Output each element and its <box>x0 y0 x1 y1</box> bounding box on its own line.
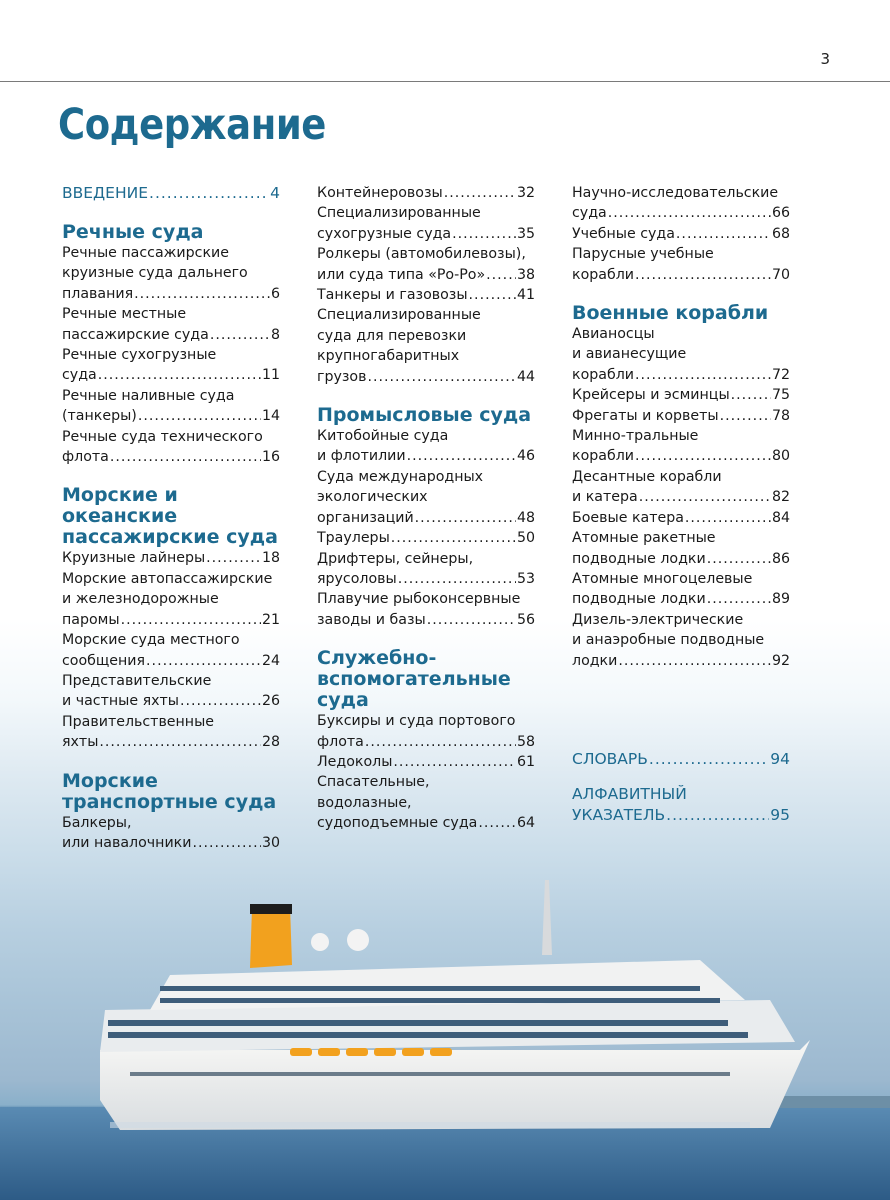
toc-page-number: 58 <box>516 733 535 750</box>
toc-leader-dots <box>415 508 516 528</box>
toc-entry-title: флота <box>62 449 109 466</box>
toc-entry-last-line <box>317 285 535 305</box>
toc-leader-dots <box>427 610 516 630</box>
toc-entry <box>62 386 280 427</box>
toc-entry-last-line <box>572 446 790 466</box>
toc-page-number: 86 <box>771 550 790 567</box>
toc-page-number: 46 <box>516 448 535 465</box>
toc-entry-last-line <box>317 610 535 630</box>
toc-entry <box>317 528 535 548</box>
toc-leader-dots <box>707 589 771 609</box>
toc-leader-dots <box>367 367 515 387</box>
toc-entry-line: и авианесущие <box>572 346 687 363</box>
toc-leader-dots <box>407 446 516 466</box>
toc-page-number: 92 <box>771 652 790 669</box>
toc-leader-dots <box>685 508 771 528</box>
toc-section-heading <box>62 222 280 243</box>
toc-leader-dots <box>444 183 516 203</box>
toc-entry-line: Морские суда местного <box>62 632 240 649</box>
toc-entry-title: организаций <box>317 509 414 526</box>
toc-leader-dots <box>146 651 261 671</box>
ship-window-band-1 <box>108 1020 728 1026</box>
toc-entry-last-line <box>572 365 790 385</box>
ship-wake <box>110 1122 750 1128</box>
toc-leader-dots <box>478 813 516 833</box>
toc-entry <box>317 203 535 244</box>
ship-hull <box>100 1040 810 1130</box>
toc-leader-dots <box>391 528 516 548</box>
toc-entry-line: Минно-тральные <box>572 428 699 445</box>
toc-section-heading-line: Промысловые суда <box>317 404 532 427</box>
toc-leader-dots <box>649 749 769 770</box>
toc-entry <box>62 183 280 204</box>
toc-entry-line: Суда международных <box>317 468 484 485</box>
toc-entry-title: Крейсеры и эсминцы <box>572 387 730 404</box>
toc-entry <box>572 569 790 610</box>
toc-entry <box>62 712 280 753</box>
toc-section-heading <box>62 771 280 813</box>
toc-page-number: 56 <box>516 611 535 628</box>
toc-page-number: 18 <box>261 550 280 567</box>
toc-entry-last-line <box>572 805 790 826</box>
toc-entry <box>317 752 535 772</box>
ship-window-band-3 <box>160 986 700 991</box>
toc-entry <box>572 784 790 826</box>
toc-page-number: 24 <box>261 652 280 669</box>
toc-entry-line: Ролкеры (автомобилевозы), <box>317 246 526 263</box>
toc-page-number: 94 <box>770 749 790 768</box>
toc-section-heading <box>572 303 790 324</box>
toc-entry-last-line <box>572 203 790 223</box>
toc-entry-line: Специализированные <box>317 307 481 324</box>
toc-spacer <box>572 770 790 784</box>
toc-spacer <box>62 204 280 222</box>
toc-entry-line: Балкеры, <box>62 814 132 831</box>
toc-entry <box>62 671 280 712</box>
toc-entry-title: суда <box>62 367 97 384</box>
toc-leader-dots <box>676 224 771 244</box>
toc-entry-last-line <box>572 385 790 405</box>
toc-entry-last-line <box>62 325 280 345</box>
toc-entry <box>572 467 790 508</box>
toc-page-number: 16 <box>261 449 280 466</box>
toc-spacer <box>572 285 790 303</box>
toc-section-heading-line: вспомогательные <box>317 668 511 691</box>
toc-leader-dots <box>666 805 769 826</box>
toc-entry-line: Научно-исследовательские <box>572 185 779 201</box>
radar-dome-2 <box>347 929 369 951</box>
toc-entry-last-line <box>572 749 790 770</box>
toc-entry-title: флота <box>317 733 364 750</box>
toc-entry-last-line <box>317 813 535 833</box>
toc-page-number: 14 <box>261 408 280 425</box>
toc-leader-dots <box>99 732 261 752</box>
toc-page-number: 26 <box>261 693 280 710</box>
page-title: Содержание <box>58 100 326 150</box>
toc-entry-line: Речные сухогрузные <box>62 347 217 364</box>
toc-entry-title: и катера <box>572 489 638 506</box>
toc-entry <box>317 285 535 305</box>
toc-entry <box>572 406 790 426</box>
toc-leader-dots <box>180 691 261 711</box>
toc-section-heading-line: Морские и океанские <box>62 484 178 528</box>
toc-section-heading <box>62 485 280 548</box>
toc-leader-dots <box>639 487 771 507</box>
toc-leader-dots <box>618 651 771 671</box>
toc-entry-last-line <box>317 367 535 387</box>
toc-entry-title: суда <box>572 205 607 222</box>
toc-page-number: 64 <box>516 815 535 832</box>
toc-entry-line: суда для перевозки <box>317 327 467 344</box>
toc-entry-last-line <box>62 284 280 304</box>
toc-entry-last-line <box>62 548 280 568</box>
toc-page-number: 50 <box>516 530 535 547</box>
toc-entry <box>317 183 535 203</box>
toc-page-number: 80 <box>771 448 790 465</box>
toc-entry-line: Морские автопассажирские <box>62 570 273 587</box>
toc-entry-title: сообщения <box>62 652 146 669</box>
toc-page-number: 78 <box>771 407 790 424</box>
toc-entry-last-line <box>317 224 535 244</box>
ship-funnel-top <box>250 904 292 914</box>
toc-entry-title: Контейнеровозы <box>317 185 443 201</box>
toc-page-number: 38 <box>516 266 535 283</box>
toc-entry <box>62 630 280 671</box>
toc-leader-dots <box>452 224 516 244</box>
toc-section-heading-line: Морские <box>62 769 158 792</box>
toc-entry <box>572 244 790 285</box>
toc-entry-title: Боевые катера <box>572 509 684 526</box>
toc-entry-last-line <box>317 508 535 528</box>
toc-entry-last-line <box>572 589 790 609</box>
toc-entry-title: плавания <box>62 285 134 302</box>
toc-entry <box>317 467 535 528</box>
toc-entry-last-line <box>62 365 280 385</box>
toc-entry <box>62 427 280 468</box>
toc-entry-last-line <box>317 528 535 548</box>
ship-hull-windows <box>130 1072 730 1076</box>
toc-entry <box>62 548 280 568</box>
toc-section-heading-line: транспортные суда <box>62 790 277 813</box>
toc-section-heading-line: Служебно- <box>317 647 437 670</box>
toc-spacer <box>317 387 535 405</box>
toc-entry-title: подводные лодки <box>572 591 706 608</box>
toc-page-number: 32 <box>516 185 535 201</box>
toc-leader-dots <box>608 203 771 223</box>
toc-section-heading-line: Речные суда <box>62 221 204 243</box>
toc-entry <box>572 324 790 385</box>
toc-entry-last-line <box>317 265 535 285</box>
toc-entry-title: пассажирские суда <box>62 326 209 343</box>
toc-entry-title: Танкеры и газовозы <box>317 287 468 304</box>
toc-page-number: 72 <box>771 366 790 383</box>
toc-entry-last-line <box>572 651 790 671</box>
toc-entry-line: круизные суда дальнего <box>62 265 248 282</box>
toc-entry-title: (танкеры) <box>62 408 137 425</box>
toc-page-number: 8 <box>270 326 280 343</box>
toc-entry-title: подводные лодки <box>572 550 706 567</box>
toc-entry <box>317 426 535 467</box>
toc-entry-last-line <box>62 651 280 671</box>
radar-dome-1 <box>311 933 329 951</box>
toc-page-number: 4 <box>270 184 280 202</box>
toc-section-heading <box>317 405 535 426</box>
toc-spacer <box>572 671 790 749</box>
toc-page-number: 6 <box>270 285 280 302</box>
toc-entry-last-line <box>62 833 280 853</box>
toc-entry-line: Атомные ракетные <box>572 530 716 547</box>
toc-entry-title: заводы и базы <box>317 611 426 628</box>
toc-page-number: 35 <box>516 225 535 242</box>
toc-page-number: 44 <box>516 368 535 385</box>
toc-leader-dots <box>134 284 270 304</box>
toc-entry-title: паромы <box>62 611 120 628</box>
toc-entry-line: Атомные многоцелевые <box>572 570 753 587</box>
toc-entry-line: и железнодорожные <box>62 591 219 608</box>
toc-page-number: 75 <box>771 387 790 404</box>
toc-entry-last-line <box>317 752 535 772</box>
toc-entry-line: Представительские <box>62 672 212 689</box>
toc-entry-line: Китобойные суда <box>317 428 449 445</box>
toc-page-number: 48 <box>516 509 535 526</box>
toc-entry-line: Авианосцы <box>572 326 655 343</box>
toc-page-number: 89 <box>771 591 790 608</box>
page-number: 3 <box>820 50 830 68</box>
toc-entry-line: Речные наливные суда <box>62 387 235 404</box>
toc-entry-title: ярусоловы <box>317 570 397 587</box>
toc-entry-title: корабли <box>572 266 634 283</box>
toc-entry-title: Учебные суда <box>572 225 675 242</box>
toc-entry <box>317 244 535 285</box>
toc-leader-dots <box>110 447 261 467</box>
ship-window-band-4 <box>160 998 720 1003</box>
toc-entry <box>62 345 280 386</box>
toc-entry <box>62 813 280 854</box>
toc-section-heading-line: пассажирские суда <box>62 526 278 549</box>
toc-entry-line: Дрифтеры, сейнеры, <box>317 550 474 567</box>
toc-entry-title: Фрегаты и корветы <box>572 407 719 424</box>
toc-leader-dots <box>365 732 516 752</box>
toc-entry-last-line <box>62 610 280 630</box>
toc-entry <box>572 528 790 569</box>
toc-entry <box>317 711 535 752</box>
toc-spacer <box>317 630 535 648</box>
toc-entry-title: лодки <box>572 652 618 669</box>
toc-leader-dots <box>398 569 516 589</box>
toc-entry-line: Буксиры и суда портового <box>317 713 516 730</box>
toc-entry-title: сухогрузные суда <box>317 225 452 242</box>
toc-leader-dots <box>192 833 260 853</box>
toc-leader-dots <box>635 446 771 466</box>
toc-entry-line: АЛФАВИТНЫЙ <box>572 784 687 803</box>
toc-entry-line: Речные суда технического <box>62 428 263 445</box>
toc-entry-last-line <box>572 508 790 528</box>
toc-leader-dots <box>635 265 771 285</box>
toc-entry-last-line <box>572 265 790 285</box>
toc-section-heading-line: Военные корабли <box>572 302 769 325</box>
cruise-ship-photo <box>0 860 890 1200</box>
toc-entry <box>317 305 535 387</box>
toc-entry <box>572 610 790 671</box>
toc-page-number: 84 <box>771 509 790 526</box>
toc-entry <box>62 569 280 630</box>
toc-leader-dots <box>707 549 771 569</box>
toc-spacer <box>62 467 280 485</box>
toc-entry-last-line <box>62 447 280 467</box>
toc-entry <box>572 426 790 467</box>
toc-page-number: 28 <box>261 734 280 751</box>
toc-entry <box>317 772 535 833</box>
toc-leader-dots <box>635 365 771 385</box>
toc-leader-dots <box>121 610 261 630</box>
toc-column-1 <box>62 183 280 853</box>
toc-entry-line: Плавучие рыбоконсервные <box>317 591 521 608</box>
toc-entry-last-line <box>572 406 790 426</box>
toc-page-number: 61 <box>516 753 535 770</box>
toc-entry-line: Речные местные <box>62 306 187 323</box>
ship-mast <box>542 880 552 955</box>
toc-page-number: 66 <box>771 205 790 222</box>
toc-entry-title: Круизные лайнеры <box>62 550 206 567</box>
toc-entry-last-line <box>572 224 790 244</box>
toc-leader-dots <box>210 325 270 345</box>
toc-leader-dots <box>720 406 771 426</box>
toc-entry <box>317 549 535 590</box>
toc-entry-last-line <box>317 569 535 589</box>
toc-entry-line: Спасательные, <box>317 774 430 791</box>
toc-entry <box>62 243 280 304</box>
toc-entry-last-line <box>62 183 280 204</box>
ship-window-band-2 <box>108 1032 748 1038</box>
toc-entry <box>572 749 790 770</box>
toc-leader-dots <box>149 183 269 204</box>
toc-leader-dots <box>731 385 771 405</box>
toc-entry-line: Специализированные <box>317 205 481 222</box>
toc-entry-line: Дизель-электрические <box>572 611 744 628</box>
toc-entry-last-line <box>317 183 535 203</box>
toc-entry-line: экологических <box>317 489 428 506</box>
toc-page-number: 11 <box>261 367 280 384</box>
toc-entry-title: или суда типа «Ро-Ро» <box>317 266 486 283</box>
toc-section-heading-line: суда <box>317 689 369 712</box>
toc-entry <box>572 224 790 244</box>
toc-entry-line: Парусные учебные <box>572 246 714 263</box>
toc-entry-title: ВВЕДЕНИЕ <box>62 184 149 202</box>
toc-leader-dots <box>393 752 516 772</box>
toc-page-number: 82 <box>771 489 790 506</box>
toc-entry-line: и анаэробные подводные <box>572 632 765 649</box>
toc-page-number: 95 <box>770 805 790 824</box>
toc-entry-last-line <box>572 549 790 569</box>
toc-entry-title: и флотилии <box>317 448 406 465</box>
toc-column-2 <box>317 183 535 834</box>
toc-entry-last-line <box>572 487 790 507</box>
toc-entry-line: Речные пассажирские <box>62 245 229 261</box>
toc-section-heading <box>317 648 535 711</box>
toc-entry-last-line <box>62 732 280 752</box>
toc-entry-title: УКАЗАТЕЛЬ <box>572 805 666 824</box>
toc-page-number: 70 <box>771 266 790 283</box>
toc-entry <box>317 589 535 630</box>
toc-entry <box>572 385 790 405</box>
toc-entry-title: Траулеры <box>317 530 390 547</box>
header-rule <box>0 81 890 82</box>
toc-entry-line: крупногабаритных <box>317 348 460 365</box>
toc-entry-line: Десантные корабли <box>572 468 722 485</box>
toc-entry-line: Правительственные <box>62 713 215 730</box>
toc-leader-dots <box>486 265 516 285</box>
toc-page-number: 21 <box>261 611 280 628</box>
toc-entry-title: СЛОВАРЬ <box>572 749 648 768</box>
toc-entry-last-line <box>317 732 535 752</box>
toc-entry <box>62 304 280 345</box>
ship-funnel <box>250 906 292 968</box>
toc-entry-title: и частные яхты <box>62 693 179 710</box>
toc-page-number: 41 <box>516 287 535 304</box>
toc-entry-title: корабли <box>572 366 634 383</box>
toc-entry <box>572 508 790 528</box>
toc-entry <box>572 183 790 224</box>
toc-column-3 <box>572 183 790 826</box>
toc-page-number: 30 <box>261 834 280 851</box>
toc-entry-last-line <box>62 406 280 426</box>
toc-leader-dots <box>98 365 261 385</box>
toc-spacer <box>62 753 280 771</box>
toc-entry-title: Ледоколы <box>317 753 393 770</box>
toc-entry-last-line <box>317 446 535 466</box>
toc-leader-dots <box>469 285 516 305</box>
toc-page-number: 68 <box>771 225 790 242</box>
toc-leader-dots <box>138 406 261 426</box>
toc-page-number: 53 <box>516 570 535 587</box>
toc-entry-title: корабли <box>572 448 634 465</box>
toc-entry-title: или навалочники <box>62 834 192 851</box>
toc-leader-dots <box>206 548 261 568</box>
toc-entry-title: грузов <box>317 368 367 385</box>
toc-entry-last-line <box>62 691 280 711</box>
toc-entry-line: водолазные, <box>317 794 412 811</box>
toc-entry-title: судоподъемные суда <box>317 815 478 832</box>
toc-entry-title: яхты <box>62 734 99 751</box>
